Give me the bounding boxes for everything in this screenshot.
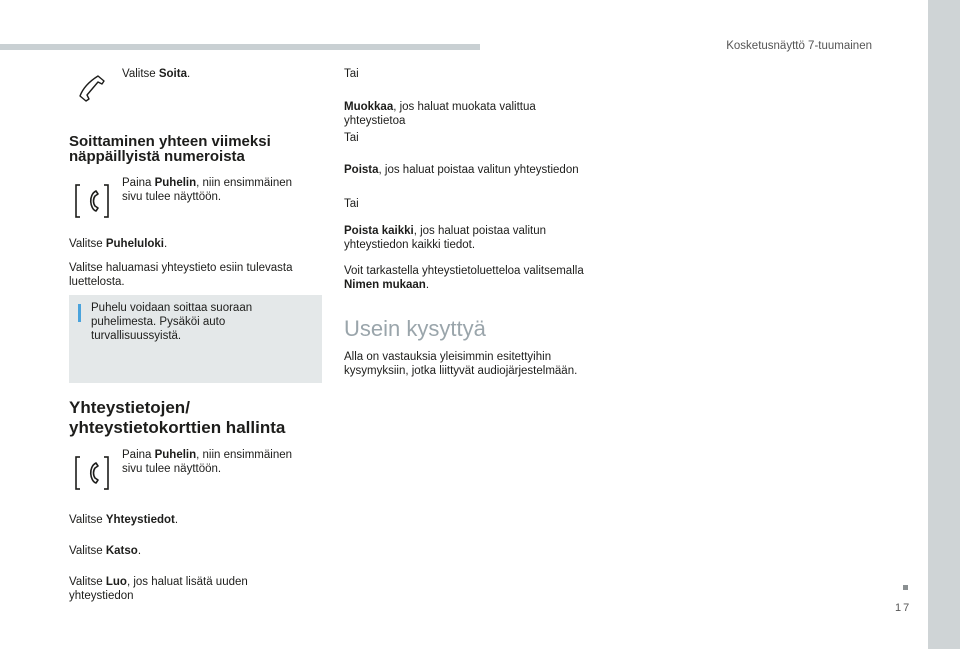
page-number: 17 bbox=[895, 602, 912, 614]
section-title-contacts: Yhteystietojen/ yhteystietokorttien hallinta bbox=[69, 398, 286, 437]
phone-button-icon bbox=[75, 455, 109, 491]
top-divider-bar bbox=[0, 44, 480, 50]
page-marker bbox=[903, 585, 908, 590]
faq-intro: Alla on vastauksia yleisimmin esitettyihin kysymyksiin, jotka liittyvät audiojärjestelmään. bbox=[344, 351, 578, 377]
step-choose-contact: Valitse haluamasi yhteystieto esiin tulevasta luettelosta. bbox=[69, 262, 293, 288]
step-phone-1: Paina Puhelin, niin ensimmäinen sivu tulee näyttöön. bbox=[122, 177, 293, 203]
step-contacts: Valitse Yhteystiedot. bbox=[69, 514, 179, 526]
step-create: Valitse Luo, jos haluat lisätä uuden yhteystiedon bbox=[69, 576, 248, 602]
step-call: Valitse Soita. bbox=[122, 68, 191, 80]
page-edge-strip bbox=[928, 0, 960, 649]
step-view: Valitse Katso. bbox=[69, 545, 142, 557]
step-call-log: Valitse Puheluloki. bbox=[69, 238, 168, 250]
phone-handset-icon bbox=[76, 73, 108, 105]
or-text: Tai bbox=[344, 132, 359, 144]
section-title-redial: Soittaminen yhteen viimeksi näppäillyistä numeroista bbox=[69, 133, 271, 165]
faq-title: Usein kysyttyä bbox=[344, 316, 486, 341]
info-note-text: Puhelu voidaan soittaa suoraan puhelimesta. Pysäköi auto turvallisuussyistä. bbox=[91, 302, 253, 342]
step-phone-2: Paina Puhelin, niin ensimmäinen sivu tulee näyttöön. bbox=[122, 449, 293, 475]
step-delete-all: Poista kaikki, jos haluat poistaa valitun yhteystiedon kaikki tiedot. bbox=[344, 225, 547, 251]
step-edit: Muokkaa, jos haluat muokata valittua yhteystietoa bbox=[344, 101, 536, 127]
running-header: Kosketusnäyttö 7-tuumainen bbox=[726, 40, 872, 52]
step-sort: Voit tarkastella yhteystietoluetteloa valitsemalla Nimen mukaan. bbox=[344, 265, 584, 291]
or-text: Tai bbox=[344, 68, 359, 80]
phone-button-icon bbox=[75, 183, 109, 219]
info-icon bbox=[78, 304, 81, 322]
or-text: Tai bbox=[344, 198, 359, 210]
step-delete: Poista, jos haluat poistaa valitun yhteystiedon bbox=[344, 164, 579, 176]
